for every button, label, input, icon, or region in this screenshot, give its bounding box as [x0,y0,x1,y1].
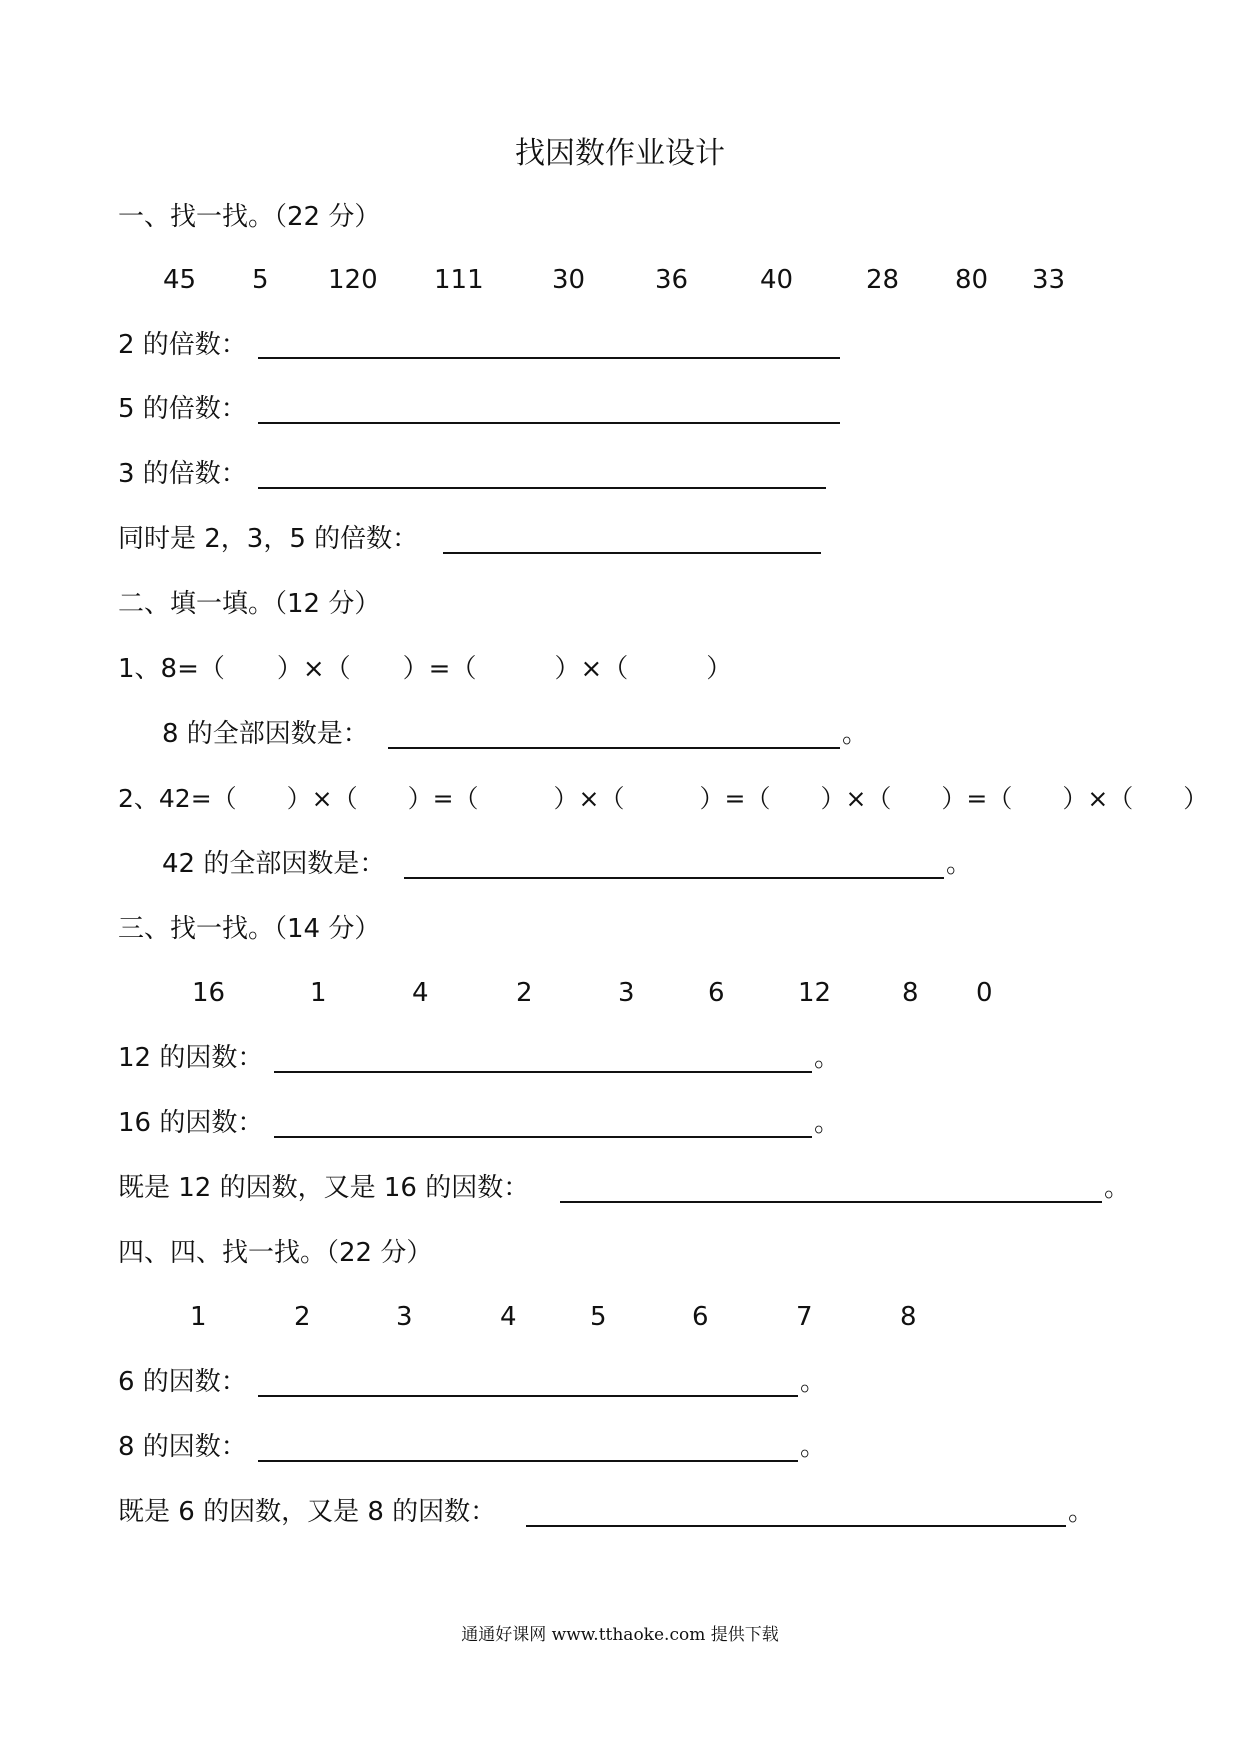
answer-blank[interactable] [443,552,821,554]
question-label: 8 的全部因数是： [162,719,369,749]
number-item: 0 [976,978,993,1008]
answer-blank[interactable] [274,1071,812,1073]
number-item: 2 [516,978,533,1008]
page-title: 找因数作业设计 [515,136,725,171]
answer-blank[interactable] [274,1136,812,1138]
question-label: 42 的全部因数是： [162,849,386,879]
number-item: 33 [1032,265,1066,295]
section4-heading: 四、四、找一找。（22 分） [118,1238,433,1268]
number-item: 16 [192,978,226,1008]
number-item: 120 [328,265,378,295]
number-item: 36 [655,265,689,295]
number-item: 4 [500,1302,517,1332]
number-item: 6 [708,978,725,1008]
question-label: 既是 6 的因数，又是 8 的因数： [118,1497,497,1527]
factor-equation: 2、42=（ ）×（ ）=（ ）×（ ）=（ ）×（ ）=（ ）×（ ） [118,784,1209,813]
number-item: 4 [412,978,429,1008]
answer-blank[interactable] [258,357,840,359]
number-item: 5 [252,265,269,295]
question-label: 12 的因数： [118,1043,264,1073]
question-label: 16 的因数： [118,1108,264,1138]
question-label: 既是 12 的因数，又是 16 的因数： [118,1173,530,1203]
end-mark: 。 [814,1043,841,1073]
number-item: 3 [396,1302,413,1332]
answer-blank[interactable] [258,1460,798,1462]
number-item: 80 [955,265,989,295]
section2-heading: 二、填一填。（12 分） [118,589,381,619]
footer-source: 通通好课网 www.tthaoke.com 提供下载 [461,1625,779,1645]
number-item: 30 [552,265,586,295]
number-item: 6 [692,1302,709,1332]
end-mark: 。 [800,1367,827,1397]
number-item: 111 [434,265,484,295]
number-item: 8 [902,978,919,1008]
number-item: 28 [866,265,900,295]
end-mark: 。 [814,1108,841,1138]
number-item: 45 [163,265,197,295]
factor-equation: 1、8=（ ）×（ ）=（ ）×（ ） [118,654,733,684]
number-item: 2 [294,1302,311,1332]
number-item: 1 [190,1302,207,1332]
answer-blank[interactable] [388,747,840,749]
number-item: 8 [900,1302,917,1332]
question-label: 5 的倍数： [118,394,247,424]
number-item: 12 [798,978,832,1008]
answer-blank[interactable] [258,1395,798,1397]
end-mark: 。 [1104,1173,1131,1203]
section1-heading: 一、找一找。（22 分） [118,202,381,232]
question-label: 3 的倍数： [118,459,247,489]
end-mark: 。 [800,1432,827,1462]
section3-heading: 三、找一找。（14 分） [118,914,381,944]
answer-blank[interactable] [258,422,840,424]
answer-blank[interactable] [404,877,944,879]
number-item: 5 [590,1302,607,1332]
question-label: 2 的倍数： [118,330,247,360]
answer-blank[interactable] [560,1201,1102,1203]
answer-blank[interactable] [526,1525,1066,1527]
question-label: 6 的因数： [118,1367,247,1397]
end-mark: 。 [842,719,869,749]
answer-blank[interactable] [258,487,826,489]
end-mark: 。 [946,849,973,879]
number-item: 1 [310,978,327,1008]
question-label: 同时是 2，3，5 的倍数： [118,524,419,554]
number-item: 3 [618,978,635,1008]
end-mark: 。 [1068,1497,1095,1527]
question-label: 8 的因数： [118,1432,247,1462]
number-item: 40 [760,265,794,295]
number-item: 7 [796,1302,813,1332]
